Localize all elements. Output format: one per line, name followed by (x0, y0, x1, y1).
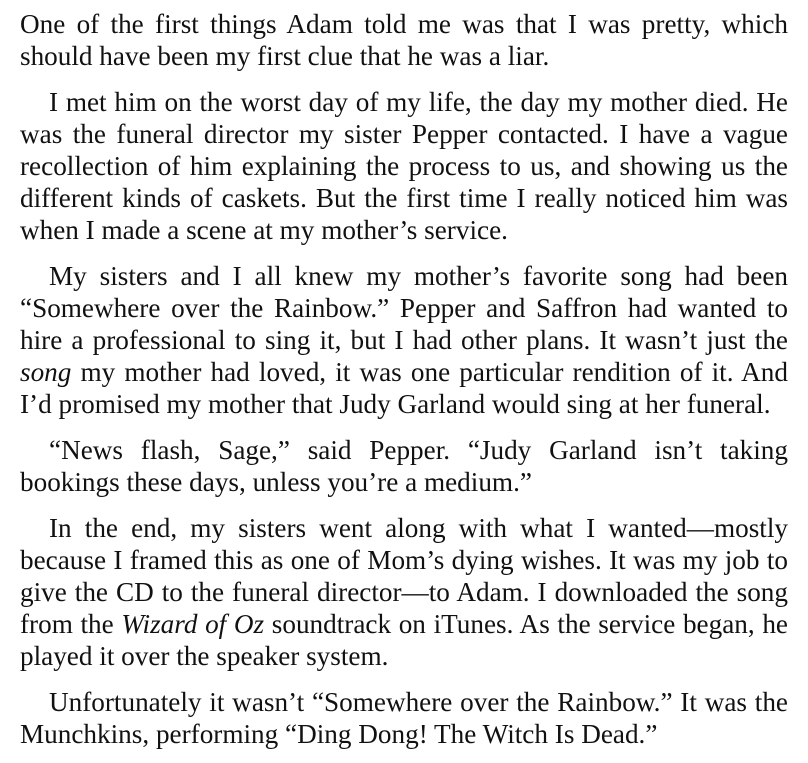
paragraph-text: In the end, my sisters went along with what I wanted—mostly because I framed this as one of Mom’s dying wishes. It was my job to give the CD to the funeral director—to Adam. I downloaded the song from the (20, 513, 788, 639)
emphasis-text: song (20, 357, 72, 387)
paragraph-text: soundtrack on iTunes. As the service began, he played it over the speaker system. (20, 609, 788, 671)
paragraph (20, 512, 788, 672)
paragraph (20, 686, 788, 750)
paragraph (20, 8, 788, 72)
paragraph-text: “News flash, Sage,” said Pepper. “Judy Garland isn’t taking bookings these days, unless you’re a medium.” (20, 435, 788, 497)
paragraph (20, 434, 788, 498)
paragraph (20, 86, 788, 246)
paragraph-text: One of the first things Adam told me was that I was pretty, which should have been my first clue that he was a liar. (20, 9, 788, 71)
emphasis-text: Wizard of Oz (121, 609, 265, 639)
paragraph-text: my mother had loved, it was one particular rendition of it. And I’d promised my mother that Judy Garland would sing at her funeral. (20, 357, 788, 419)
paragraph-text: I met him on the worst day of my life, the day my mother died. He was the funeral director my sister Pepper contacted. I have a vague recollection of him explaining the process to us, and showing us the different kinds of caskets. But the first time I really noticed him was when I made a scene at my mother’s service. (20, 87, 788, 245)
paragraph (20, 260, 788, 420)
paragraph-text: My sisters and I all knew my mother’s favorite song had been “Somewhere over the Rainbow.” Pepper and Saffron had wanted to hire a professional to sing it, but I had other plans. It wasn’t just the (20, 261, 788, 355)
paragraph-text: Unfortunately it wasn’t “Somewhere over the Rainbow.” It was the Munchkins, performing “Ding Dong! The Witch Is Dead.” (20, 687, 788, 749)
